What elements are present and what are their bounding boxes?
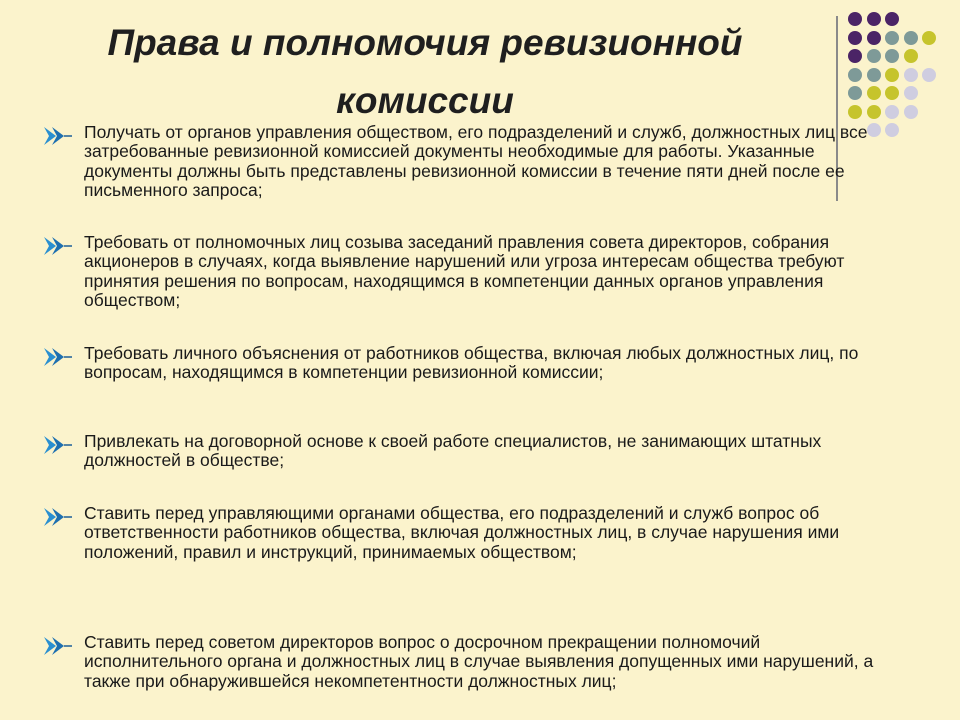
arrow-bullet-icon xyxy=(42,434,74,456)
arrow-bullet-icon xyxy=(42,125,74,147)
list-item-text: Требовать от полномочных лиц созыва заседаний правления совета директоров, собрания акционеров в случаях, когда выявление нарушений или угроза интересам общества требуют принятия решения по вопросам, находящимся в компетенции данных органов управления обществом; xyxy=(84,232,845,310)
arrow-bullet-icon xyxy=(42,235,74,257)
arrow-bullet-icon xyxy=(42,635,74,657)
list-item-text: Требовать личного объяснения от работников общества, включая любых должностных лиц, по вопросам, находящимся в компетенции ревизионной комиссии; xyxy=(84,343,859,383)
list-item-text: Ставить перед советом директоров вопрос о досрочном прекращении полномочий исполнительного органа и должностных лиц в случае выявления допущенных ими нарушений, а также при обнаружившейся некомпетентности должностных лиц; xyxy=(84,632,874,691)
arrow-bullet-icon xyxy=(42,506,74,528)
arrow-bullet-icon xyxy=(42,346,74,368)
list-item-text: Получать от органов управления обществом, его подразделений и служб, должностных лиц все затребованные ревизионной комиссией документы необходимые для работы. Указанные документы должны быть представлены ревизионной комиссии в течение пяти дней после ее письменного запроса; xyxy=(84,122,868,200)
title-line-1: Права и полномочия ревизионной xyxy=(107,22,743,63)
title-line-2: комиссии xyxy=(336,80,514,121)
list-item-text: Ставить перед управляющими органами общества, его подразделений и служб вопрос об ответственности работников общества, включая должностных лиц, в случае нарушения ими положений, правил и инструкций, принимаемых обществом; xyxy=(84,503,840,562)
list-item-text: Привлекать на договорной основе к своей работе специалистов, не занимающих штатных должностей в обществе; xyxy=(84,431,822,471)
